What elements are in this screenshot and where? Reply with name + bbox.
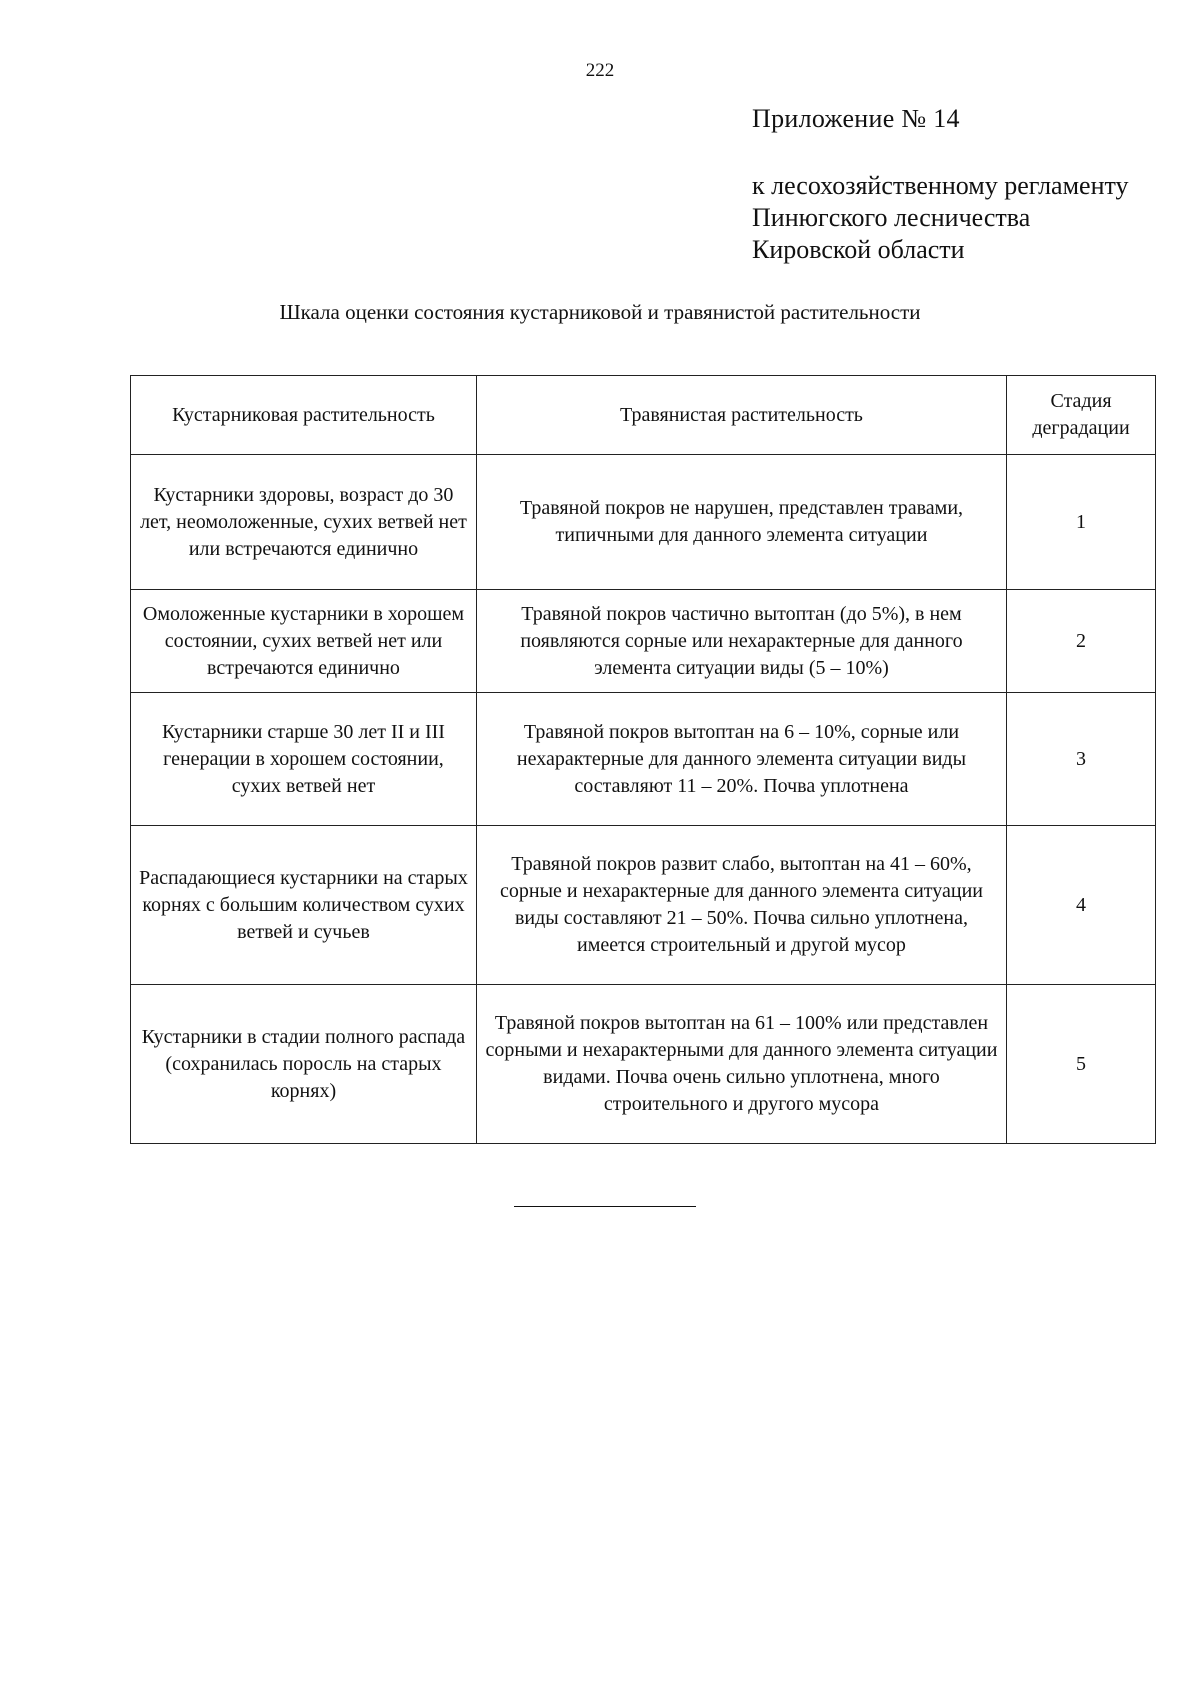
appendix-title: Приложение № 14 bbox=[752, 104, 960, 133]
page-number: 222 bbox=[585, 60, 615, 81]
cell-stage: 1 bbox=[1007, 455, 1156, 590]
cell-grass: Травяной покров развит слабо, вытоптан на 41 – 60%, сорные и нехарактерные для данного элемента ситуации виды составляют 21 – 50%. Почва сильно уплотнена, имеется строительный и другой мусор bbox=[476, 826, 1006, 985]
header-shrub: Кустарниковая растительность bbox=[131, 376, 477, 455]
table-row bbox=[131, 455, 1156, 590]
cell-shrub: Кустарники в стадии полного распада (сохранилась поросль на старых корнях) bbox=[131, 985, 477, 1144]
cell-shrub: Кустарники старше 30 лет II и III генерации в хорошем состоянии, сухих ветвей нет bbox=[131, 693, 477, 826]
cell-stage: 4 bbox=[1007, 826, 1156, 985]
table-row bbox=[131, 985, 1156, 1144]
cell-shrub: Распадающиеся кустарники на старых корнях с большим количеством сухих ветвей и сучьев bbox=[131, 826, 477, 985]
cell-stage: 3 bbox=[1007, 693, 1156, 826]
appendix-subtitle-line: к лесохозяйственному регламенту bbox=[752, 171, 1129, 200]
cell-grass: Травяной покров вытоптан на 6 – 10%, сорные или нехарактерные для данного элемента ситуации виды составляют 11 – 20%. Почва уплотнена bbox=[476, 693, 1006, 826]
table-header-row bbox=[131, 376, 1156, 455]
appendix-subtitle-line: Пинюгского лесничества bbox=[752, 203, 1031, 232]
degradation-scale-table bbox=[130, 375, 1156, 1144]
table-row bbox=[131, 693, 1156, 826]
cell-grass: Травяной покров частично вытоптан (до 5%), в нем появляются сорные или нехарактерные для данного элемента ситуации виды (5 – 10%) bbox=[476, 590, 1006, 693]
appendix-subtitle bbox=[752, 170, 1129, 266]
table-caption: Шкала оценки состояния кустарниковой и травянистой растительности bbox=[279, 300, 921, 324]
cell-stage: 2 bbox=[1007, 590, 1156, 693]
cell-grass: Травяной покров вытоптан на 61 – 100% или представлен сорными и нехарактерными для данного элемента ситуации видами. Почва очень сильно уплотнена, много строительного и другого мусора bbox=[476, 985, 1006, 1144]
cell-stage: 5 bbox=[1007, 985, 1156, 1144]
cell-shrub: Омоложенные кустарники в хорошем состоянии, сухих ветвей нет или встречаются единично bbox=[131, 590, 477, 693]
footer-rule bbox=[514, 1206, 696, 1207]
header-grass: Травянистая растительность bbox=[476, 376, 1006, 455]
cell-grass: Травяной покров не нарушен, представлен травами, типичными для данного элемента ситуации bbox=[476, 455, 1006, 590]
header-stage: Стадия деградации bbox=[1007, 376, 1156, 455]
cell-shrub: Кустарники здоровы, возраст до 30 лет, неомоложенные, сухих ветвей нет или встречаются единично bbox=[131, 455, 477, 590]
table-row bbox=[131, 826, 1156, 985]
table-row bbox=[131, 590, 1156, 693]
appendix-subtitle-line: Кировской области bbox=[752, 235, 965, 264]
